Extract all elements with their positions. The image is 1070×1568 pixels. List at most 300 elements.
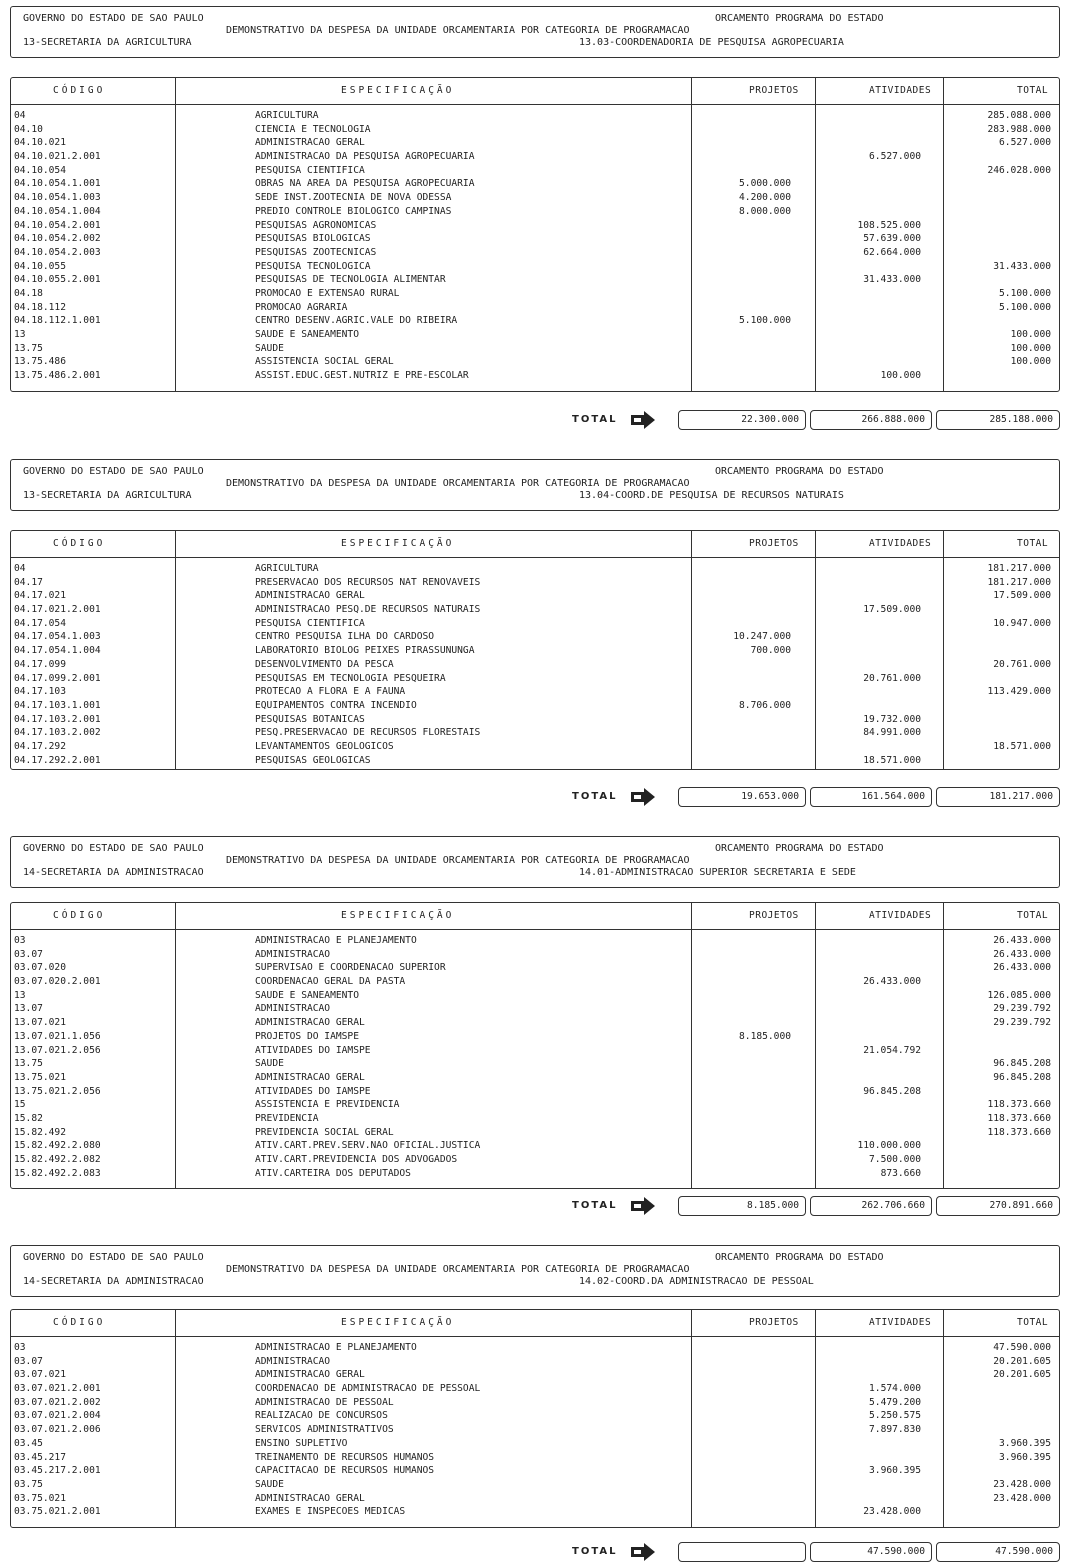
table-row [11, 589, 1059, 603]
cell-especificacao: OBRAS NA AREA DA PESQUISA AGROPECUARIA [255, 178, 475, 190]
total-row [0, 410, 1070, 432]
cell-atividades: 3.960.395 [869, 1465, 921, 1477]
cell-codigo: 04.10.055 [14, 260, 66, 272]
table-row [11, 191, 1059, 205]
cell-atividades: 873.660 [880, 1167, 921, 1179]
cell-especificacao: ADMINISTRACAO DA PESQUISA AGROPECUARIA [255, 151, 475, 163]
cell-especificacao: ADMINISTRACAO GERAL [255, 590, 365, 602]
cell-codigo: 15.82 [14, 1112, 43, 1124]
cell-especificacao: ADMINISTRACAO E PLANEJAMENTO [255, 935, 417, 946]
cell-atividades: 20.761.000 [863, 672, 921, 684]
cell-codigo: 03.07.021.2.001 [14, 1383, 101, 1395]
table-row [11, 562, 1059, 576]
table-row [11, 961, 1059, 975]
cell-codigo: 13.75.021.2.056 [14, 1085, 101, 1097]
cell-especificacao: PESQUISAS BIOLOGICAS [255, 233, 371, 245]
column-header-especificacao: ESPECIFICAÇÃO [341, 85, 455, 96]
header-unit: 13.04-COORD.DE PESQUISA DE RECURSOS NATURAIS [579, 490, 844, 501]
cell-codigo: 03.07.021.2.004 [14, 1410, 101, 1422]
header-divider [11, 929, 1059, 930]
cell-especificacao: CAPACITACAO DE RECURSOS HUMANOS [255, 1465, 435, 1477]
header-divider [11, 1336, 1059, 1337]
cell-especificacao: PROMOCAO AGRARIA [255, 301, 348, 313]
cell-codigo: 04 [14, 563, 26, 574]
table-body [11, 1341, 1059, 1519]
cell-especificacao: TREINAMENTO DE RECURSOS HUMANOS [255, 1451, 435, 1463]
cell-especificacao: PROTECAO A FLORA E A FAUNA [255, 686, 406, 698]
cell-total: 3.960.395 [999, 1437, 1051, 1449]
table-row [11, 1167, 1059, 1181]
budget-table [10, 77, 1060, 392]
cell-codigo: 13.75.486.2.001 [14, 370, 101, 382]
total-geral: 47.590.000 [936, 1542, 1060, 1562]
table-row [11, 232, 1059, 246]
cell-especificacao: PESQUISAS AGRONOMICAS [255, 219, 377, 231]
cell-codigo: 04.17.292 [14, 740, 66, 752]
cell-codigo: 13.07.021.2.056 [14, 1044, 101, 1056]
table-row [11, 617, 1059, 631]
header-statement-title: DEMONSTRATIVO DA DESPESA DA UNIDADE ORCAMENTARIA POR CATEGORIA DE PROGRAMACAO [226, 1264, 690, 1275]
cell-codigo: 13.07 [14, 1003, 43, 1015]
cell-atividades: 84.991.000 [863, 727, 921, 739]
cell-especificacao: PREDIO CONTROLE BIOLOGICO CAMPINAS [255, 205, 452, 217]
header-budget-title: ORCAMENTO PROGRAMA DO ESTADO [715, 1252, 884, 1263]
cell-codigo: 13.75 [14, 1058, 43, 1070]
header-government: GOVERNO DO ESTADO DE SAO PAULO [23, 1252, 204, 1263]
cell-total: 26.433.000 [993, 962, 1051, 974]
arrow-right-icon [630, 787, 656, 811]
cell-atividades: 31.433.000 [863, 274, 921, 286]
cell-codigo: 04.17.103.2.002 [14, 727, 101, 739]
table-row [11, 1478, 1059, 1492]
table-row [11, 136, 1059, 150]
total-label: TOTAL [572, 1546, 618, 1557]
table-row [11, 150, 1059, 164]
cell-especificacao: SERVICOS ADMINISTRATIVOS [255, 1424, 394, 1436]
cell-especificacao: SAUDE [255, 1478, 284, 1490]
table-body [11, 109, 1059, 383]
cell-codigo: 04.17 [14, 576, 43, 588]
cell-codigo: 04.10.054.1.004 [14, 205, 101, 217]
table-row [11, 1409, 1059, 1423]
cell-total: 20.761.000 [993, 658, 1051, 670]
arrow-right-icon [630, 1196, 656, 1220]
cell-codigo: 03.75 [14, 1478, 43, 1490]
cell-total: 5.100.000 [999, 287, 1051, 299]
cell-projetos: 8.000.000 [739, 205, 791, 217]
cell-codigo: 03.07.021.2.006 [14, 1424, 101, 1436]
table-row [11, 726, 1059, 740]
cell-codigo: 13 [14, 989, 26, 1001]
table-row [11, 1071, 1059, 1085]
cell-especificacao: DESENVOLVIMENTO DA PESCA [255, 658, 394, 670]
cell-especificacao: SAUDE E SANEAMENTO [255, 329, 359, 340]
total-geral: 181.217.000 [936, 787, 1060, 807]
cell-total: 18.571.000 [993, 740, 1051, 752]
cell-projetos: 8.706.000 [739, 699, 791, 711]
cell-especificacao: ADMINISTRACAO [255, 1003, 331, 1015]
cell-especificacao: ADMINISTRACAO GERAL [255, 1071, 365, 1083]
table-row [11, 246, 1059, 260]
column-header-atividades: ATIVIDADES [869, 538, 932, 549]
cell-atividades: 26.433.000 [863, 976, 921, 988]
cell-especificacao: PREVIDENCIA [255, 1112, 319, 1124]
column-header-total: TOTAL [1017, 538, 1049, 549]
arrow-right-icon [630, 1542, 656, 1566]
cell-especificacao: PESQ.PRESERVACAO DE RECURSOS FLORESTAIS [255, 727, 481, 739]
table-row [11, 287, 1059, 301]
budget-table [10, 530, 1060, 770]
cell-especificacao: ATIV.CART.PREV.SERV.NAO OFICIAL.JUSTICA [255, 1140, 481, 1152]
arrow-right-icon [630, 410, 656, 434]
cell-atividades: 108.525.000 [857, 219, 921, 231]
table-row [11, 754, 1059, 768]
table-row [11, 1016, 1059, 1030]
cell-codigo: 13.75.486 [14, 356, 66, 368]
cell-especificacao: AGRICULTURA [255, 563, 319, 574]
cell-total: 246.028.000 [987, 164, 1051, 176]
cell-especificacao: CIENCIA E TECNOLOGIA [255, 123, 371, 135]
cell-codigo: 03.75.021.2.001 [14, 1506, 101, 1518]
table-body [11, 934, 1059, 1180]
cell-atividades: 5.250.575 [869, 1410, 921, 1422]
table-row [11, 123, 1059, 137]
total-row [0, 1542, 1070, 1564]
header-government: GOVERNO DO ESTADO DE SAO PAULO [23, 466, 204, 477]
cell-projetos: 5.100.000 [739, 315, 791, 327]
column-header-atividades: ATIVIDADES [869, 910, 932, 921]
cell-especificacao: PESQUISA CIENTIFICA [255, 164, 365, 176]
cell-codigo: 13.07.021.1.056 [14, 1030, 101, 1042]
table-row [11, 603, 1059, 617]
cell-especificacao: CENTRO DESENV.AGRIC.VALE DO RIBEIRA [255, 315, 458, 327]
cell-codigo: 15.82.492.2.082 [14, 1154, 101, 1165]
table-row [11, 1126, 1059, 1140]
table-row [11, 1030, 1059, 1044]
column-header-atividades: ATIVIDADES [869, 1317, 932, 1328]
cell-total: 118.373.660 [987, 1099, 1051, 1111]
table-row [11, 975, 1059, 989]
table-row [11, 314, 1059, 328]
cell-total: 6.527.000 [999, 137, 1051, 149]
cell-atividades: 100.000 [880, 370, 921, 382]
cell-total: 20.201.605 [993, 1355, 1051, 1367]
total-label: TOTAL [572, 414, 618, 425]
cell-especificacao: AGRICULTURA [255, 110, 319, 121]
table-row [11, 685, 1059, 699]
cell-codigo: 03.07 [14, 1355, 43, 1367]
document-header [10, 1245, 1060, 1297]
cell-codigo: 13.07.021 [14, 1017, 66, 1029]
cell-atividades: 23.428.000 [863, 1506, 921, 1518]
cell-codigo: 04.10.021.2.001 [14, 151, 101, 163]
total-geral: 270.891.660 [936, 1196, 1060, 1216]
column-header-especificacao: ESPECIFICAÇÃO [341, 538, 455, 549]
cell-codigo: 03 [14, 935, 26, 946]
total-geral: 285.188.000 [936, 410, 1060, 430]
table-row [11, 1368, 1059, 1382]
cell-especificacao: ATIVIDADES DO IAMSPE [255, 1044, 371, 1056]
table-row [11, 355, 1059, 369]
cell-codigo: 04.17.099.2.001 [14, 672, 101, 684]
cell-especificacao: SEDE INST.ZOOTECNIA DE NOVA ODESSA [255, 192, 452, 204]
cell-codigo: 04.18.112 [14, 301, 66, 313]
cell-projetos: 4.200.000 [739, 192, 791, 204]
cell-total: 96.845.208 [993, 1071, 1051, 1083]
table-row [11, 989, 1059, 1003]
header-government: GOVERNO DO ESTADO DE SAO PAULO [23, 843, 204, 854]
header-secretariat: 14-SECRETARIA DA ADMINISTRACAO [23, 1276, 204, 1287]
table-row [11, 1112, 1059, 1126]
cell-especificacao: LEVANTAMENTOS GEOLOGICOS [255, 740, 394, 752]
cell-especificacao: LABORATORIO BIOLOG PEIXES PIRASSUNUNGA [255, 645, 475, 657]
cell-atividades: 7.500.000 [869, 1154, 921, 1165]
table-row [11, 1085, 1059, 1099]
cell-especificacao: PROJETOS DO IAMSPE [255, 1030, 359, 1042]
cell-especificacao: PRESERVACAO DOS RECURSOS NAT RENOVAVEIS [255, 576, 481, 588]
cell-total: 23.428.000 [993, 1478, 1051, 1490]
column-header-especificacao: ESPECIFICAÇÃO [341, 1317, 455, 1328]
cell-especificacao: ADMINISTRACAO [255, 1355, 331, 1367]
cell-total: 285.088.000 [987, 110, 1051, 121]
column-header-codigo: CÓDIGO [53, 85, 106, 96]
cell-total: 118.373.660 [987, 1126, 1051, 1138]
total-projetos: 19.653.000 [678, 787, 806, 807]
cell-projetos: 10.247.000 [733, 631, 791, 643]
column-header-total: TOTAL [1017, 1317, 1049, 1328]
column-header-total: TOTAL [1017, 85, 1049, 96]
header-unit: 14.02-COORD.DA ADMINISTRACAO DE PESSOAL [579, 1276, 814, 1287]
header-divider [11, 104, 1059, 105]
cell-especificacao: ATIV.CART.PREVIDENCIA DOS ADVOGADOS [255, 1154, 458, 1165]
cell-codigo: 04.10.054.2.003 [14, 246, 101, 258]
cell-codigo: 04.17.054 [14, 617, 66, 629]
total-projetos: 8.185.000 [678, 1196, 806, 1216]
cell-codigo: 03.45 [14, 1437, 43, 1449]
cell-atividades: 21.054.792 [863, 1044, 921, 1056]
total-projetos: 22.300.000 [678, 410, 806, 430]
header-budget-title: ORCAMENTO PROGRAMA DO ESTADO [715, 843, 884, 854]
cell-total: 100.000 [1010, 329, 1051, 340]
cell-codigo: 04.10.055.2.001 [14, 274, 101, 286]
table-row [11, 948, 1059, 962]
table-row [11, 672, 1059, 686]
cell-especificacao: ADMINISTRACAO [255, 948, 331, 960]
cell-total: 20.201.605 [993, 1369, 1051, 1381]
table-row [11, 1098, 1059, 1112]
header-secretariat: 13-SECRETARIA DA AGRICULTURA [23, 490, 192, 501]
cell-codigo: 04.17.021 [14, 590, 66, 602]
cell-codigo: 04.10.021 [14, 137, 66, 149]
cell-codigo: 04.18.112.1.001 [14, 315, 101, 327]
cell-especificacao: SAUDE E SANEAMENTO [255, 989, 359, 1001]
cell-especificacao: SAUDE [255, 342, 284, 354]
table-row [11, 1464, 1059, 1478]
cell-atividades: 19.732.000 [863, 713, 921, 725]
budget-table [10, 902, 1060, 1189]
header-statement-title: DEMONSTRATIVO DA DESPESA DA UNIDADE ORCAMENTARIA POR CATEGORIA DE PROGRAMACAO [226, 855, 690, 866]
table-row [11, 342, 1059, 356]
cell-codigo: 04.17.103 [14, 686, 66, 698]
cell-codigo: 03 [14, 1342, 26, 1353]
cell-atividades: 6.527.000 [869, 151, 921, 163]
cell-codigo: 04.10.054.2.001 [14, 219, 101, 231]
cell-especificacao: PESQUISAS EM TECNOLOGIA PESQUEIRA [255, 672, 446, 684]
column-header-atividades: ATIVIDADES [869, 85, 932, 96]
cell-codigo: 03.75.021 [14, 1492, 66, 1504]
cell-total: 47.590.000 [993, 1342, 1051, 1353]
cell-atividades: 7.897.830 [869, 1424, 921, 1436]
cell-atividades: 18.571.000 [863, 754, 921, 766]
document-header [10, 836, 1060, 888]
cell-projetos: 8.185.000 [739, 1030, 791, 1042]
cell-codigo: 04.17.103.1.001 [14, 699, 101, 711]
cell-total: 29.239.792 [993, 1003, 1051, 1015]
cell-especificacao: ADMINISTRACAO GERAL [255, 1017, 365, 1029]
cell-total: 100.000 [1010, 342, 1051, 354]
cell-atividades: 5.479.200 [869, 1396, 921, 1408]
cell-especificacao: SUPERVISAO E COORDENACAO SUPERIOR [255, 962, 446, 974]
cell-especificacao: PESQUISAS BOTANICAS [255, 713, 365, 725]
table-row [11, 1355, 1059, 1369]
cell-codigo: 03.07.021 [14, 1369, 66, 1381]
budget-table [10, 1309, 1060, 1528]
header-budget-title: ORCAMENTO PROGRAMA DO ESTADO [715, 13, 884, 24]
cell-codigo: 04.17.021.2.001 [14, 604, 101, 616]
table-row [11, 328, 1059, 342]
header-statement-title: DEMONSTRATIVO DA DESPESA DA UNIDADE ORCAMENTARIA POR CATEGORIA DE PROGRAMACAO [226, 25, 690, 36]
cell-codigo: 04.10.054.1.001 [14, 178, 101, 190]
cell-codigo: 13 [14, 329, 26, 340]
cell-especificacao: ATIV.CARTEIRA DOS DEPUTADOS [255, 1167, 411, 1179]
cell-total: 17.509.000 [993, 590, 1051, 602]
cell-especificacao: COORDENACAO GERAL DA PASTA [255, 976, 406, 988]
column-header-projetos: PROJETOS [749, 538, 799, 549]
table-row [11, 219, 1059, 233]
table-row [11, 1396, 1059, 1410]
table-row [11, 1139, 1059, 1153]
column-header-codigo: CÓDIGO [53, 538, 106, 549]
column-header-especificacao: ESPECIFICAÇÃO [341, 910, 455, 921]
cell-codigo: 03.45.217.2.001 [14, 1465, 101, 1477]
total-atividades: 266.888.000 [810, 410, 932, 430]
cell-total: 113.429.000 [987, 686, 1051, 698]
cell-codigo: 04.17.099 [14, 658, 66, 670]
table-row [11, 301, 1059, 315]
cell-codigo: 04.17.054.1.004 [14, 645, 101, 657]
cell-atividades: 57.639.000 [863, 233, 921, 245]
table-row [11, 273, 1059, 287]
table-row [11, 1153, 1059, 1167]
table-row [11, 630, 1059, 644]
table-row [11, 205, 1059, 219]
table-row [11, 658, 1059, 672]
table-row [11, 260, 1059, 274]
cell-especificacao: ADMINISTRACAO PESQ.DE RECURSOS NATURAIS [255, 604, 481, 616]
cell-especificacao: EQUIPAMENTOS CONTRA INCENDIO [255, 699, 417, 711]
cell-codigo: 13.75.021 [14, 1071, 66, 1083]
cell-codigo: 03.07 [14, 948, 43, 960]
table-body [11, 562, 1059, 767]
column-header-codigo: CÓDIGO [53, 910, 106, 921]
total-atividades: 47.590.000 [810, 1542, 932, 1562]
table-row [11, 1505, 1059, 1519]
cell-total: 10.947.000 [993, 617, 1051, 629]
cell-especificacao: ASSIST.EDUC.GEST.NUTRIZ E PRE-ESCOLAR [255, 370, 469, 382]
cell-codigo: 13.75 [14, 342, 43, 354]
table-row [11, 1382, 1059, 1396]
cell-codigo: 04.10 [14, 123, 43, 135]
cell-total: 23.428.000 [993, 1492, 1051, 1504]
cell-especificacao: PREVIDENCIA SOCIAL GERAL [255, 1126, 394, 1138]
table-row [11, 177, 1059, 191]
header-unit: 13.03-COORDENADORIA DE PESQUISA AGROPECUARIA [579, 37, 844, 48]
cell-especificacao: EXAMES E INSPECOES MEDICAS [255, 1506, 406, 1518]
cell-codigo: 04.18 [14, 287, 43, 299]
table-row [11, 1002, 1059, 1016]
cell-total: 126.085.000 [987, 989, 1051, 1001]
table-row [11, 699, 1059, 713]
table-row [11, 934, 1059, 948]
table-row [11, 109, 1059, 123]
cell-atividades: 17.509.000 [863, 604, 921, 616]
cell-total: 5.100.000 [999, 301, 1051, 313]
table-row [11, 1492, 1059, 1506]
column-header-total: TOTAL [1017, 910, 1049, 921]
cell-especificacao: PROMOCAO E EXTENSAO RURAL [255, 287, 400, 299]
cell-codigo: 03.07.021.2.002 [14, 1396, 101, 1408]
table-row [11, 164, 1059, 178]
cell-codigo: 15 [14, 1099, 26, 1111]
header-secretariat: 14-SECRETARIA DA ADMINISTRACAO [23, 867, 204, 878]
cell-especificacao: COORDENACAO DE ADMINISTRACAO DE PESSOAL [255, 1383, 481, 1395]
cell-especificacao: PESQUISAS GEOLOGICAS [255, 754, 371, 766]
cell-projetos: 700.000 [750, 645, 791, 657]
cell-atividades: 110.000.000 [857, 1140, 921, 1152]
document-header [10, 459, 1060, 511]
header-statement-title: DEMONSTRATIVO DA DESPESA DA UNIDADE ORCAMENTARIA POR CATEGORIA DE PROGRAMACAO [226, 478, 690, 489]
cell-atividades: 1.574.000 [869, 1383, 921, 1395]
header-government: GOVERNO DO ESTADO DE SAO PAULO [23, 13, 204, 24]
cell-total: 26.433.000 [993, 948, 1051, 960]
total-atividades: 161.564.000 [810, 787, 932, 807]
header-unit: 14.01-ADMINISTRACAO SUPERIOR SECRETARIA E SEDE [579, 867, 856, 878]
table-row [11, 576, 1059, 590]
cell-total: 96.845.208 [993, 1058, 1051, 1070]
cell-total: 118.373.660 [987, 1112, 1051, 1124]
cell-especificacao: ASSISTENCIA E PREVIDENCIA [255, 1099, 400, 1111]
cell-especificacao: ADMINISTRACAO E PLANEJAMENTO [255, 1342, 417, 1353]
cell-especificacao: PESQUISA TECNOLOGICA [255, 260, 371, 272]
cell-atividades: 96.845.208 [863, 1085, 921, 1097]
cell-total: 29.239.792 [993, 1017, 1051, 1029]
column-header-projetos: PROJETOS [749, 1317, 799, 1328]
cell-total: 100.000 [1010, 356, 1051, 368]
cell-codigo: 04.10.054 [14, 164, 66, 176]
table-row [11, 1057, 1059, 1071]
cell-codigo: 15.82.492.2.083 [14, 1167, 101, 1179]
total-label: TOTAL [572, 1200, 618, 1211]
cell-especificacao: ADMINISTRACAO GERAL [255, 1492, 365, 1504]
table-row [11, 1437, 1059, 1451]
table-row [11, 1044, 1059, 1058]
total-row [0, 1196, 1070, 1218]
table-row [11, 1341, 1059, 1355]
cell-codigo: 04.17.292.2.001 [14, 754, 101, 766]
column-header-codigo: CÓDIGO [53, 1317, 106, 1328]
document-header [10, 6, 1060, 58]
cell-codigo: 03.07.020.2.001 [14, 976, 101, 988]
